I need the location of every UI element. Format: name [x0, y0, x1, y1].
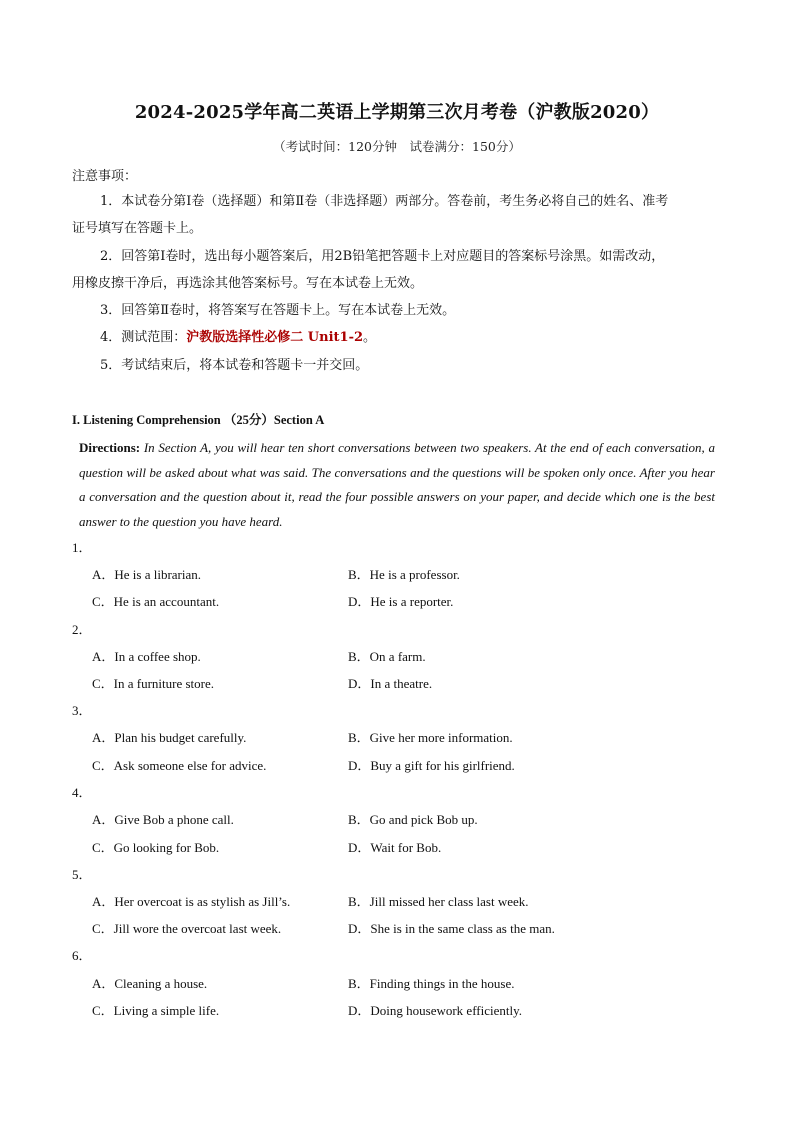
question-number: 6． [72, 948, 92, 963]
exam-subtitle: （考试时间：120分钟 试卷满分：150分） [273, 139, 521, 154]
option-b: B．Jill missed her class last week. [348, 894, 529, 909]
question-number: 1． [72, 540, 92, 555]
option-d: D．Doing housework efficiently. [348, 1003, 523, 1018]
option-d: D．In a theatre. [348, 676, 433, 691]
question-number: 3． [72, 703, 92, 718]
section-heading: I. Listening Comprehension （25分）Section A [72, 413, 325, 427]
option-c: C．Jill wore the overcoat last week. [92, 921, 282, 936]
question-number: 4． [72, 785, 92, 800]
option-c: C．Go looking for Bob. [92, 840, 220, 855]
note-4 [100, 324, 376, 351]
option-b: B．Finding things in the house. [348, 976, 515, 991]
notes-heading: 注意事项： [72, 169, 138, 184]
option-c: C．In a furniture store. [92, 676, 215, 691]
option-d: D．He is a reporter. [348, 594, 454, 609]
note-5: 5．考试结束后，将本试卷和答题卡一并交回。 [100, 358, 369, 373]
option-a: A．Her overcoat is as stylish as Jill’s. [92, 894, 291, 909]
option-b: B．Go and pick Bob up. [348, 812, 478, 827]
test-scope: 沪教版选择性必修二 Unit1-2 [186, 330, 364, 345]
option-a: A．Plan his budget carefully. [92, 730, 247, 745]
option-a: A．He is a librarian. [92, 567, 202, 582]
option-c: C．Ask someone else for advice. [92, 758, 267, 773]
option-a: A．Give Bob a phone call. [92, 812, 234, 827]
directions [79, 436, 715, 534]
option-b: B．On a farm. [348, 649, 426, 664]
option-a: A．Cleaning a house. [92, 976, 208, 991]
option-c: C．Living a simple life. [92, 1003, 220, 1018]
option-d: D．She is in the same class as the man. [348, 921, 555, 936]
question-number: 5． [72, 867, 92, 882]
note-2-line-1: 2．回答第Ⅰ卷时，选出每小题答案后，用2B铅笔把答题卡上对应题目的答案标号涂黑。如需改动， [100, 249, 665, 264]
question-number: 2． [72, 622, 92, 637]
note-2-line-2: 用橡皮擦干净后，再选涂其他答案标号。写在本试卷上无效。 [72, 276, 424, 291]
note-1-line-1: 1．本试卷分第Ⅰ卷（选择题）和第Ⅱ卷（非选择题）两部分。答卷前，考生务必将自己的姓名、准考 [100, 194, 669, 209]
option-d: D．Buy a gift for his girlfriend. [348, 758, 515, 773]
note-4-suffix: 。 [363, 330, 377, 345]
note-1-line-2: 证号填写在答题卡上。 [72, 221, 203, 236]
option-d: D．Wait for Bob. [348, 840, 442, 855]
option-a: A．In a coffee shop. [92, 649, 201, 664]
exam-title: 2024-2025学年高二英语上学期第三次月考卷（沪教版2020） [134, 102, 660, 123]
option-c: C．He is an accountant. [92, 594, 220, 609]
directions-label: Directions: [79, 440, 141, 455]
directions-text: In Section A, you will hear ten short conversations between two speakers. At the end of each conversation, a question will be asked about what was said. The conversations and the questions will be spoken only once. After you hear a conversation and the question about it, read the four possible answers on your paper, and decide which one is the best answer to the question you have heard. [79, 440, 715, 529]
option-b: B．He is a professor. [348, 567, 460, 582]
note-4-prefix: 4．测试范围： [100, 330, 187, 345]
note-3: 3．回答第Ⅱ卷时，将答案写在答题卡上。写在本试卷上无效。 [100, 303, 456, 318]
option-b: B．Give her more information. [348, 730, 513, 745]
